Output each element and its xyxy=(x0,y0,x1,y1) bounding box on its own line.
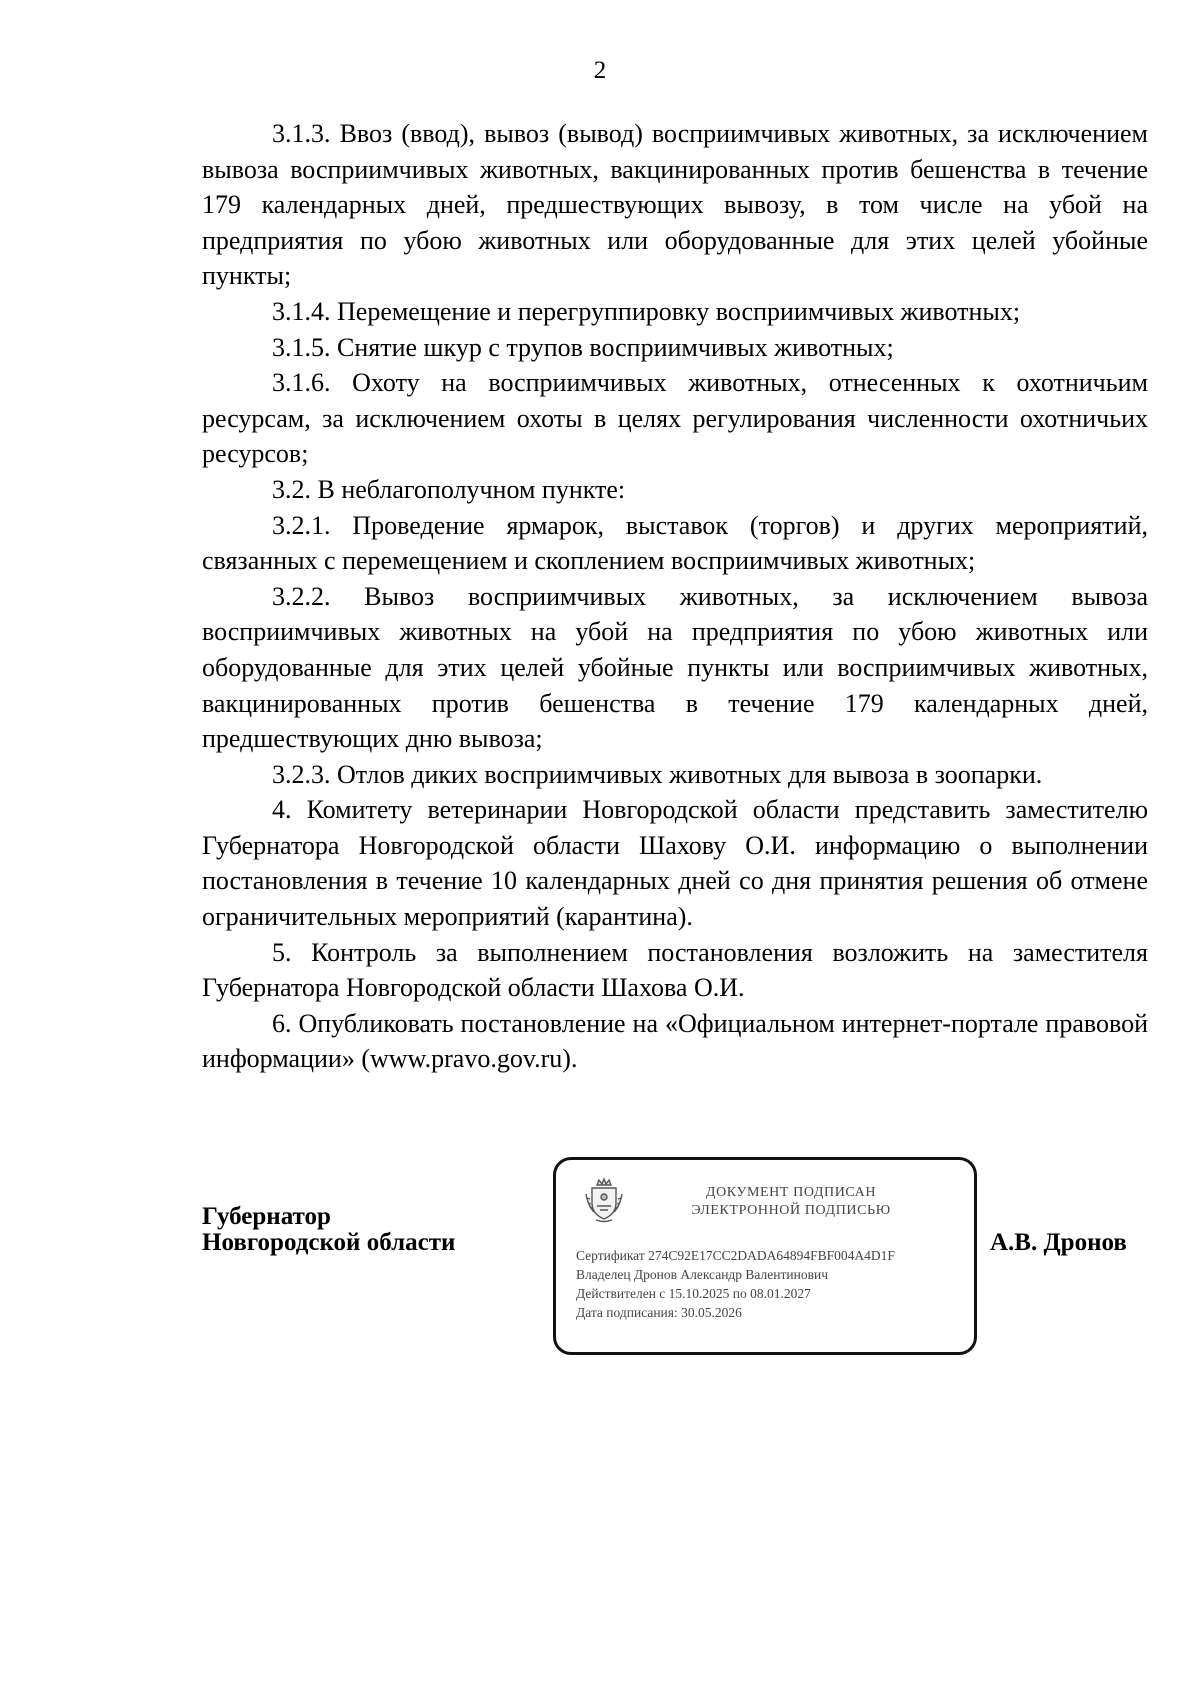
paragraph-3-2-1: 3.2.1. Проведение ярмарок, выставок (торгов) и других мероприятий, связанных с перемещением и скоплением восприимчивых животных; xyxy=(202,510,1148,576)
stamp-heading-line1: ДОКУМЕНТ ПОДПИСАН xyxy=(705,1185,877,1200)
electronic-signature-stamp xyxy=(553,1157,977,1355)
stamp-owner: Владелец Дронов Александр Валентинович xyxy=(576,1267,828,1282)
stamp-heading-line2: ЭЛЕКТРОННОЙ ПОДПИСЬЮ xyxy=(691,1203,891,1218)
signer-name: А.В. Дронов xyxy=(990,1229,1127,1256)
paragraph-6: 6. Опубликовать постановление на «Официальном интернет-портале правовой информации» (www.pravo.gov.ru). xyxy=(202,1008,1148,1074)
paragraph-3-1-5: 3.1.5. Снятие шкур с трупов восприимчивых животных; xyxy=(272,332,894,362)
page-number: 2 xyxy=(593,57,607,84)
signer-title-line1: Губернатор xyxy=(202,1203,331,1230)
paragraph-3-2: 3.2. В неблагополучном пункте: xyxy=(272,474,626,504)
stamp-heading xyxy=(636,1184,946,1220)
paragraph-3-1-4: 3.1.4. Перемещение и перегруппировку восприимчивых животных; xyxy=(272,296,1021,326)
paragraph-5: 5. Контроль за выполнением постановления возложить на заместителя Губернатора Новгородской области Шахова О.И. xyxy=(202,937,1148,1003)
paragraph-3-2-3: 3.2.3. Отлов диких восприимчивых животных для вывоза в зоопарки. xyxy=(272,759,1043,789)
stamp-signing-date: Дата подписания: 30.05.2026 xyxy=(576,1305,742,1320)
signer-title-line2: Новгородской области xyxy=(202,1229,456,1256)
stamp-validity: Действителен с 15.10.2025 по 08.01.2027 xyxy=(576,1286,811,1301)
signer-title xyxy=(202,1204,532,1256)
stamp-certificate: Сертификат 274C92E17CC2DADA64894FBF004A4D1F xyxy=(576,1248,895,1263)
paragraph-3-2-2: 3.2.2. Вывоз восприимчивых животных, за исключением вывоза восприимчивых животных на убой на предприятия по убою животных или оборудованные для этих целей убойные пункты или восприимчивых животных, вакцинированных против бешенства в течение 179 календарных дней, предшествующих дню вывоза; xyxy=(202,581,1148,754)
paragraph-3-1-6: 3.1.6. Охоту на восприимчивых животных, отнесенных к охотничьим ресурсам, за исключением охоты в целях регулирования численности охотничьих ресурсов; xyxy=(202,368,1148,469)
coat-of-arms-icon xyxy=(584,1176,624,1224)
stamp-details xyxy=(576,1246,895,1322)
paragraph-4: 4. Комитету ветеринарии Новгородской области представить заместителю Губернатора Новгородской области Шахову О.И. информацию о выполнении постановления в течение 10 календарных дней со дня принятия решения об отмене ограничительных мероприятий (карантина). xyxy=(202,795,1148,932)
document-body xyxy=(202,116,1148,1077)
paragraph-3-1-3: 3.1.3. Ввоз (ввод), вывоз (вывод) восприимчивых животных, за исключением вывоза восприимчивых животных, вакцинированных против бешенства в течение 179 календарных дней, предшествующих вывозу, в том числе на убой на предприятия по убою животных или оборудованные для этих целей убойные пункты; xyxy=(202,119,1148,291)
